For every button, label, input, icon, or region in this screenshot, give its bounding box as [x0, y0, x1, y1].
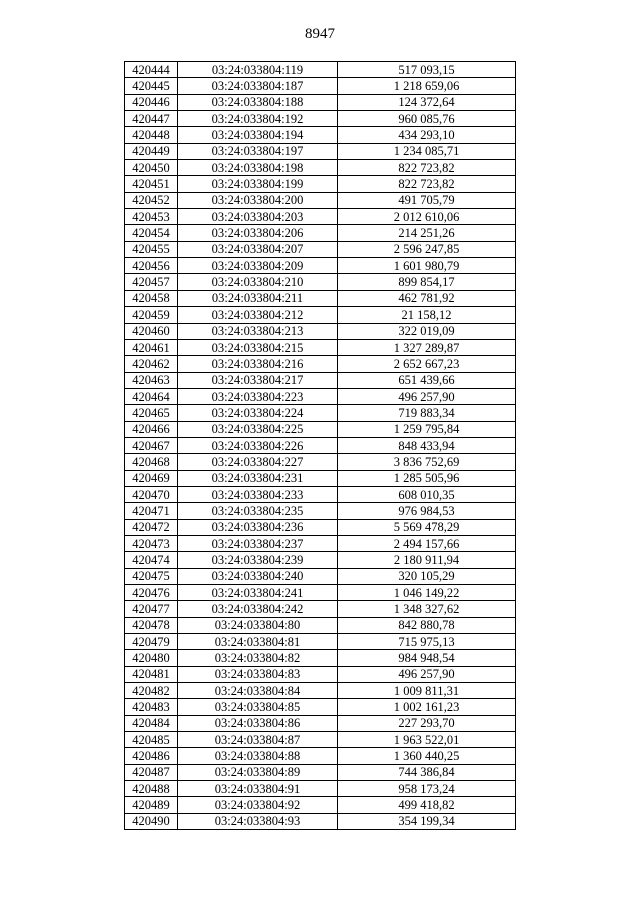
cadastral-value-cell: 1 963 522,01: [338, 732, 516, 748]
row-number-cell: 420445: [125, 78, 178, 94]
row-number-cell: 420487: [125, 764, 178, 780]
cadastral-number-cell: 03:24:033804:119: [178, 62, 338, 78]
cadastral-number-cell: 03:24:033804:198: [178, 160, 338, 176]
cadastral-number-cell: 03:24:033804:240: [178, 568, 338, 584]
cadastral-number-cell: 03:24:033804:209: [178, 258, 338, 274]
cadastral-value-cell: 2 180 911,94: [338, 552, 516, 568]
cadastral-number-cell: 03:24:033804:82: [178, 650, 338, 666]
row-number-cell: 420453: [125, 209, 178, 225]
cadastral-value-cell: 2 596 247,85: [338, 241, 516, 257]
cadastral-number-cell: 03:24:033804:84: [178, 683, 338, 699]
cadastral-number-cell: 03:24:033804:215: [178, 339, 338, 355]
cadastral-number-cell: 03:24:033804:223: [178, 388, 338, 404]
cadastral-value-cell: 434 293,10: [338, 127, 516, 143]
table-row: [125, 258, 516, 274]
cadastral-value-cell: 1 234 085,71: [338, 143, 516, 159]
cadastral-number-cell: 03:24:033804:93: [178, 813, 338, 829]
table-row: [125, 601, 516, 617]
row-number-cell: 420482: [125, 683, 178, 699]
table-row: [125, 62, 516, 78]
row-number-cell: 420459: [125, 307, 178, 323]
table-row: [125, 323, 516, 339]
cadastral-number-cell: 03:24:033804:197: [178, 143, 338, 159]
table-row: [125, 813, 516, 829]
cadastral-value-cell: 744 386,84: [338, 764, 516, 780]
row-number-cell: 420455: [125, 241, 178, 257]
cadastral-number-cell: 03:24:033804:194: [178, 127, 338, 143]
table-row: [125, 78, 516, 94]
table-row: [125, 683, 516, 699]
cadastral-number-cell: 03:24:033804:80: [178, 617, 338, 633]
cadastral-value-cell: 1 218 659,06: [338, 78, 516, 94]
cadastral-number-cell: 03:24:033804:203: [178, 209, 338, 225]
row-number-cell: 420472: [125, 519, 178, 535]
row-number-cell: 420488: [125, 781, 178, 797]
table-row: [125, 715, 516, 731]
table-row: [125, 486, 516, 502]
row-number-cell: 420486: [125, 748, 178, 764]
cadastral-value-cell: 822 723,82: [338, 160, 516, 176]
table-row: [125, 225, 516, 241]
cadastral-value-cell: 899 854,17: [338, 274, 516, 290]
row-number-cell: 420448: [125, 127, 178, 143]
table-body: [125, 62, 516, 830]
table-row: [125, 535, 516, 551]
cadastral-number-cell: 03:24:033804:231: [178, 470, 338, 486]
table-row: [125, 372, 516, 388]
table-row: [125, 699, 516, 715]
cadastral-value-cell: 976 984,53: [338, 503, 516, 519]
cadastral-number-cell: 03:24:033804:89: [178, 764, 338, 780]
table-row: [125, 307, 516, 323]
row-number-cell: 420465: [125, 405, 178, 421]
page-number: 8947: [305, 26, 335, 42]
cadastral-value-cell: 1 601 980,79: [338, 258, 516, 274]
row-number-cell: 420462: [125, 356, 178, 372]
cadastral-value-cell: 214 251,26: [338, 225, 516, 241]
row-number-cell: 420464: [125, 388, 178, 404]
table-row: [125, 797, 516, 813]
row-number-cell: 420461: [125, 339, 178, 355]
table-row: [125, 781, 516, 797]
table-row: [125, 339, 516, 355]
table-row: [125, 127, 516, 143]
table-row: [125, 470, 516, 486]
cadastral-value-cell: 517 093,15: [338, 62, 516, 78]
cadastral-value-cell: 1 360 440,25: [338, 748, 516, 764]
row-number-cell: 420477: [125, 601, 178, 617]
cadastral-number-cell: 03:24:033804:91: [178, 781, 338, 797]
cadastral-number-cell: 03:24:033804:86: [178, 715, 338, 731]
cadastral-number-cell: 03:24:033804:85: [178, 699, 338, 715]
table-row: [125, 503, 516, 519]
row-number-cell: 420475: [125, 568, 178, 584]
cadastral-value-table: [124, 61, 516, 830]
cadastral-value-cell: 651 439,66: [338, 372, 516, 388]
row-number-cell: 420474: [125, 552, 178, 568]
cadastral-number-cell: 03:24:033804:217: [178, 372, 338, 388]
table-row: [125, 617, 516, 633]
cadastral-value-cell: 322 019,09: [338, 323, 516, 339]
cadastral-number-cell: 03:24:033804:187: [178, 78, 338, 94]
cadastral-value-cell: 1 009 811,31: [338, 683, 516, 699]
table-row: [125, 143, 516, 159]
table-row: [125, 405, 516, 421]
row-number-cell: 420446: [125, 94, 178, 110]
table-row: [125, 192, 516, 208]
cadastral-number-cell: 03:24:033804:88: [178, 748, 338, 764]
cadastral-value-cell: 715 975,13: [338, 634, 516, 650]
cadastral-value-cell: 227 293,70: [338, 715, 516, 731]
row-number-cell: 420476: [125, 585, 178, 601]
table-row: [125, 176, 516, 192]
row-number-cell: 420468: [125, 454, 178, 470]
table-row: [125, 568, 516, 584]
row-number-cell: 420450: [125, 160, 178, 176]
table-row: [125, 764, 516, 780]
row-number-cell: 420457: [125, 274, 178, 290]
cadastral-value-cell: 462 781,92: [338, 290, 516, 306]
table-row: [125, 160, 516, 176]
cadastral-number-cell: 03:24:033804:213: [178, 323, 338, 339]
cadastral-value-cell: 354 199,34: [338, 813, 516, 829]
table-row: [125, 732, 516, 748]
cadastral-value-cell: 496 257,90: [338, 388, 516, 404]
table-row: [125, 290, 516, 306]
cadastral-number-cell: 03:24:033804:239: [178, 552, 338, 568]
row-number-cell: 420451: [125, 176, 178, 192]
table-row: [125, 388, 516, 404]
cadastral-value-cell: 124 372,64: [338, 94, 516, 110]
cadastral-number-cell: 03:24:033804:83: [178, 666, 338, 682]
cadastral-value-cell: 491 705,79: [338, 192, 516, 208]
cadastral-value-cell: 320 105,29: [338, 568, 516, 584]
row-number-cell: 420454: [125, 225, 178, 241]
cadastral-number-cell: 03:24:033804:241: [178, 585, 338, 601]
row-number-cell: 420460: [125, 323, 178, 339]
cadastral-number-cell: 03:24:033804:211: [178, 290, 338, 306]
cadastral-number-cell: 03:24:033804:81: [178, 634, 338, 650]
cadastral-value-cell: 822 723,82: [338, 176, 516, 192]
table-row: [125, 241, 516, 257]
cadastral-number-cell: 03:24:033804:236: [178, 519, 338, 535]
cadastral-number-cell: 03:24:033804:87: [178, 732, 338, 748]
cadastral-value-cell: 719 883,34: [338, 405, 516, 421]
row-number-cell: 420452: [125, 192, 178, 208]
cadastral-value-cell: 960 085,76: [338, 111, 516, 127]
table-row: [125, 421, 516, 437]
table-row: [125, 650, 516, 666]
cadastral-number-cell: 03:24:033804:210: [178, 274, 338, 290]
cadastral-number-cell: 03:24:033804:216: [178, 356, 338, 372]
cadastral-number-cell: 03:24:033804:188: [178, 94, 338, 110]
cadastral-number-cell: 03:24:033804:212: [178, 307, 338, 323]
row-number-cell: 420458: [125, 290, 178, 306]
row-number-cell: 420484: [125, 715, 178, 731]
row-number-cell: 420473: [125, 535, 178, 551]
row-number-cell: 420481: [125, 666, 178, 682]
row-number-cell: 420466: [125, 421, 178, 437]
cadastral-value-cell: 842 880,78: [338, 617, 516, 633]
cadastral-value-cell: 499 418,82: [338, 797, 516, 813]
row-number-cell: 420456: [125, 258, 178, 274]
cadastral-value-cell: 1 046 149,22: [338, 585, 516, 601]
cadastral-number-cell: 03:24:033804:207: [178, 241, 338, 257]
cadastral-value-cell: 3 836 752,69: [338, 454, 516, 470]
table-row: [125, 454, 516, 470]
cadastral-number-cell: 03:24:033804:226: [178, 437, 338, 453]
cadastral-value-cell: 496 257,90: [338, 666, 516, 682]
cadastral-number-cell: 03:24:033804:225: [178, 421, 338, 437]
cadastral-number-cell: 03:24:033804:92: [178, 797, 338, 813]
row-number-cell: 420490: [125, 813, 178, 829]
cadastral-value-cell: 984 948,54: [338, 650, 516, 666]
row-number-cell: 420489: [125, 797, 178, 813]
cadastral-value-cell: 2 652 667,23: [338, 356, 516, 372]
cadastral-value-cell: 1 327 289,87: [338, 339, 516, 355]
cadastral-value-cell: 2 012 610,06: [338, 209, 516, 225]
cadastral-number-cell: 03:24:033804:224: [178, 405, 338, 421]
table-row: [125, 437, 516, 453]
cadastral-number-cell: 03:24:033804:227: [178, 454, 338, 470]
cadastral-value-cell: 5 569 478,29: [338, 519, 516, 535]
cadastral-value-cell: 21 158,12: [338, 307, 516, 323]
table-row: [125, 209, 516, 225]
cadastral-number-cell: 03:24:033804:233: [178, 486, 338, 502]
cadastral-number-cell: 03:24:033804:242: [178, 601, 338, 617]
cadastral-value-cell: 1 002 161,23: [338, 699, 516, 715]
cadastral-value-cell: 1 285 505,96: [338, 470, 516, 486]
cadastral-value-cell: 608 010,35: [338, 486, 516, 502]
cadastral-value-cell: 848 433,94: [338, 437, 516, 453]
row-number-cell: 420444: [125, 62, 178, 78]
cadastral-value-cell: 2 494 157,66: [338, 535, 516, 551]
row-number-cell: 420469: [125, 470, 178, 486]
row-number-cell: 420483: [125, 699, 178, 715]
row-number-cell: 420478: [125, 617, 178, 633]
row-number-cell: 420467: [125, 437, 178, 453]
cadastral-number-cell: 03:24:033804:200: [178, 192, 338, 208]
cadastral-value-cell: 1 259 795,84: [338, 421, 516, 437]
table-row: [125, 552, 516, 568]
table-row: [125, 748, 516, 764]
row-number-cell: 420447: [125, 111, 178, 127]
cadastral-value-cell: 958 173,24: [338, 781, 516, 797]
table-row: [125, 519, 516, 535]
cadastral-number-cell: 03:24:033804:206: [178, 225, 338, 241]
cadastral-number-cell: 03:24:033804:237: [178, 535, 338, 551]
cadastral-number-cell: 03:24:033804:235: [178, 503, 338, 519]
cadastral-number-cell: 03:24:033804:199: [178, 176, 338, 192]
row-number-cell: 420449: [125, 143, 178, 159]
row-number-cell: 420463: [125, 372, 178, 388]
row-number-cell: 420471: [125, 503, 178, 519]
table-row: [125, 634, 516, 650]
cadastral-number-cell: 03:24:033804:192: [178, 111, 338, 127]
table-row: [125, 356, 516, 372]
row-number-cell: 420479: [125, 634, 178, 650]
table-row: [125, 666, 516, 682]
table-row: [125, 274, 516, 290]
table-row: [125, 111, 516, 127]
row-number-cell: 420485: [125, 732, 178, 748]
row-number-cell: 420480: [125, 650, 178, 666]
table-row: [125, 94, 516, 110]
row-number-cell: 420470: [125, 486, 178, 502]
table-row: [125, 585, 516, 601]
cadastral-value-cell: 1 348 327,62: [338, 601, 516, 617]
